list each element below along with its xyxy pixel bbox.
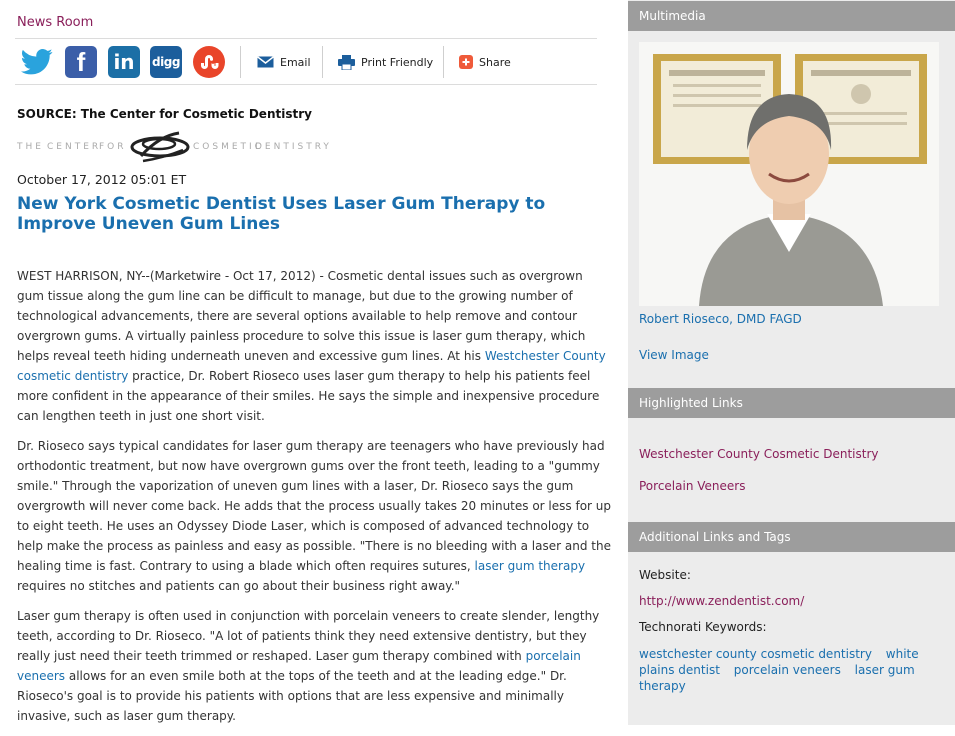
source-line: SOURCE: The Center for Cosmetic Dentistry [17,107,312,121]
paragraph-text: requires no stitches and patients can go about their business right away." [17,579,461,593]
email-label: Email [280,55,311,69]
swirl-logo-icon [129,130,191,164]
print-friendly-button[interactable] [338,44,433,80]
news-room-link[interactable]: News Room [17,15,94,30]
paragraph-text: WEST HARRISON, NY--(Marketwire - Oct 17, 2012) - Cosmetic dental issues such as overgrown gum tissue along the gum line can be difficult to manage, but due to the growing number of technological advancements, there are several options available to help remove and contour overgrown gums. A virtually painless procedure to solve this issue is laser gum therapy, which helps reveal teeth hiding underneath uneven and excessive gum lines. At his [17,269,586,363]
keyword-link[interactable]: white plains dentist [639,647,919,677]
divider [15,38,597,39]
linkedin-icon: in [113,50,135,74]
paragraph-text: practice, Dr. Robert Rioseco uses laser gum therapy to help his patients feel more confident in the appearance of their smiles. He says the simple and inexpensive procedure can lengthen teeth in just one short visit. [17,369,600,423]
porcelain-veneers-link[interactable]: porcelain veneers [17,649,581,683]
keyword-link[interactable]: laser gum therapy [639,663,915,693]
logo-word: DENTISTRY [255,142,332,152]
doctor-photo[interactable] [639,42,939,306]
view-image-link[interactable]: View Image [639,348,709,362]
email-button[interactable] [257,44,311,80]
highlighted-link-porcelain-veneers[interactable]: Porcelain Veneers [639,479,746,493]
twitter-button[interactable] [21,46,53,78]
portrait-image [639,42,939,306]
article-headline: New York Cosmetic Dentist Uses Laser Gum Therapy to Improve Uneven Gum Lines [17,194,546,234]
website-label: Website: [639,568,691,582]
envelope-icon [257,56,274,68]
linkedin-button[interactable] [108,46,140,78]
digg-button[interactable] [150,46,182,78]
share-label: Share [479,55,511,69]
toolbar-separator [240,46,241,78]
paragraph [17,436,612,596]
share-button[interactable] [459,44,511,80]
sidebar [628,0,955,725]
paragraph-text: allows for an even smile both at the tops of the teeth and at the leading edge." Dr. Rioseco's goal is to provide his patients with options that are less expensive and minimally invasive, such as laser gum therapy. [17,669,567,723]
plus-icon [459,55,473,69]
stumbleupon-icon [199,54,219,70]
twitter-icon [21,48,53,76]
logo-word: COSMETIC [193,142,264,152]
paragraph-text: Dr. Rioseco says typical candidates for laser gum therapy are teenagers who have previously had orthodontic treatment, but now have overgrown gums over the front teeth, leading to a "gummy smile." Through the vaporization of uneven gum lines with a laser, Dr. Rioseco says the gum overgrowth will never come back. He adds that the process usually takes 20 minutes or less for up to eight teeth. He uses an Odyssey Diode Laser, which is composed of advanced technology to help make the process as painless and easy as possible. "There is no bleeding with a laser and the healing time is fast. Contrary to using a blade which often requires sutures, [17,439,611,573]
center-for-cosmetic-dentistry-logo [17,130,337,164]
highlighted-links-header: Highlighted Links [628,388,955,418]
stumbleupon-button[interactable] [193,46,225,78]
westchester-cosmetic-dentistry-link[interactable]: Westchester County cosmetic dentistry [17,349,606,383]
technorati-keywords-label: Technorati Keywords: [639,620,767,634]
facebook-button[interactable] [65,46,97,78]
share-toolbar [15,44,597,80]
logo-word: FOR [99,142,127,152]
paragraph [17,266,612,426]
release-date: October 17, 2012 05:01 ET [17,172,187,187]
keyword-list [639,646,939,694]
logo-word: THE [17,142,44,152]
paragraph-text: Laser gum therapy is often used in conjunction with porcelain veneers to create slender, lengthy teeth, according to Dr. Rioseco. "A lot of patients think they need extensive dentistry, but they really just need their teeth trimmed or reshaped. Laser gum therapy combined with [17,609,600,663]
toolbar-separator [443,46,444,78]
keyword-link[interactable]: westchester county cosmetic dentistry [639,647,872,661]
additional-links-header: Additional Links and Tags [628,522,955,552]
divider [15,84,597,85]
printer-icon [338,55,355,70]
keyword-link[interactable]: porcelain veneers [733,663,841,677]
photo-caption[interactable]: Robert Rioseco, DMD FAGD [639,312,802,326]
logo-word: CENTER [47,142,102,152]
laser-gum-therapy-link[interactable]: laser gum therapy [474,559,586,573]
multimedia-header: Multimedia [628,1,955,31]
article-body [17,266,612,736]
digg-icon: digg [152,55,180,69]
toolbar-separator [322,46,323,78]
highlighted-link-westchester[interactable]: Westchester County Cosmetic Dentistry [639,447,879,461]
facebook-icon: f [76,46,86,77]
website-link[interactable]: http://www.zendentist.com/ [639,594,805,608]
print-friendly-label: Print Friendly [361,55,434,69]
paragraph [17,606,612,726]
